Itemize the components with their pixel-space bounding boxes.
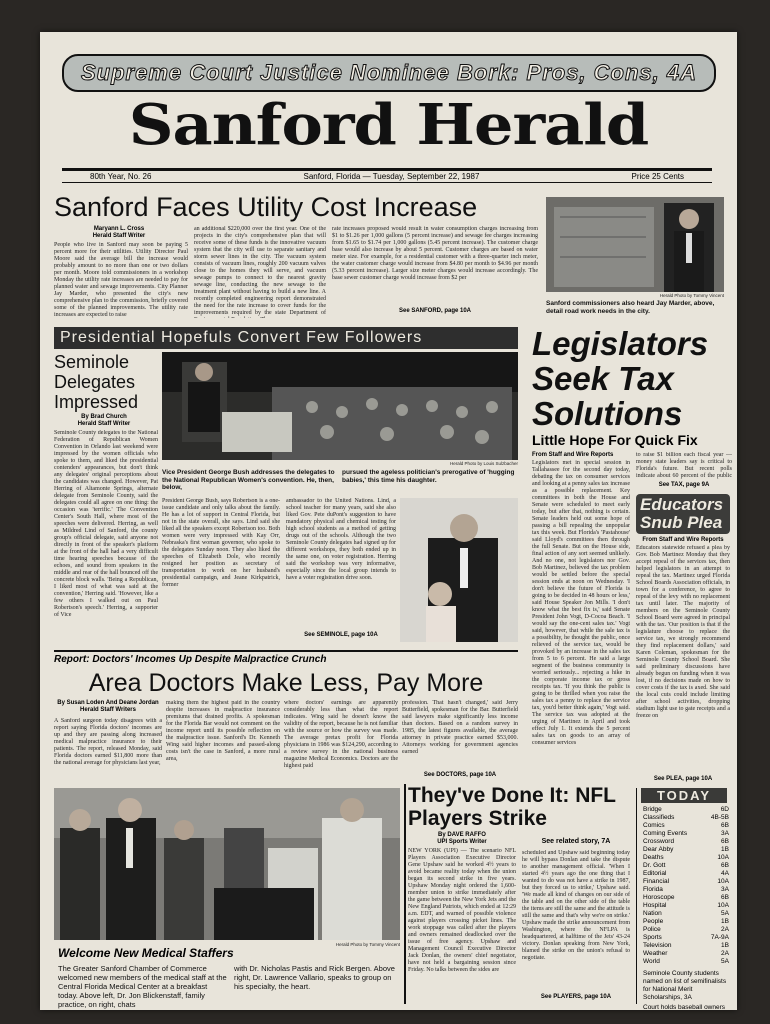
- today-index-list: [637, 803, 731, 966]
- index-label: Dear Abby: [643, 846, 674, 853]
- nfl-byline: [408, 832, 516, 846]
- index-label: Bridge: [643, 806, 662, 813]
- index-page: 1B: [721, 942, 729, 949]
- index-page: 5A: [721, 958, 729, 965]
- legislators-byline: From Staff and Wire Reports: [532, 452, 614, 458]
- index-row[interactable]: [643, 830, 729, 838]
- index-label: Deaths: [643, 854, 664, 861]
- malpractice-column-2: making them the highest paid in the country despite increases in malpractice insurance premiums that drained profits. A spokesman for the Florida Bar would not comment on the income report until its possible reflection on the malpractice issue. Sanford's Dr. Kenneth Wing said higher incomes and passed-along costs isn't the case in Sanford, a more rural area,: [166, 700, 280, 762]
- malpractice-kicker: Report: Doctors' Incomes Up Despite Malpractice Crunch: [54, 654, 327, 665]
- byline-name: By Brad Church: [81, 414, 127, 420]
- index-page: 3A: [721, 886, 729, 893]
- educators-headline[interactable]: Educators Snub Plea: [640, 495, 724, 532]
- index-page: 6B: [721, 822, 729, 829]
- index-page: 6B: [721, 838, 729, 845]
- index-label: Comics: [643, 822, 665, 829]
- index-row[interactable]: [643, 950, 729, 958]
- legislators-column-2: to raise $1 billion each fiscal year — money state leaders say is critical to Florida's future. But recent polls indicate about 60 percent of the public: [636, 452, 732, 479]
- index-label: Editorial: [643, 870, 667, 877]
- index-row[interactable]: [643, 918, 729, 926]
- legislators-subhead: Little Hope For Quick Fix: [532, 432, 698, 448]
- lead-byline: [54, 226, 184, 240]
- index-label: World: [643, 958, 660, 965]
- index-row[interactable]: [643, 886, 729, 894]
- legislators-column-1: Legislators met in special session in Tallahassee for the second day today, debating the tax on consumer services and looking at a penny sales tax increase as a possible replacement. Key committees in both the House and Senate were scheduled to meet early today, but after that, nothing is certain. Senate leaders held out some hope of passing a bill repealing the unpopular tax this week. But Florida's 'Pastahouse' said Lloyd's committees then through the full Senate. But on the House side, final action of any sort seemed unlikely. And no one, not legislators nor Gov. Bob Martinez, believed the tax problem would be settled before the special session ends at noon on Wednesday. 'I don't believe the future of Florida is going to be decided in 48 hours or less,' said House Speaker Jon Mills. 'I don't know what the best fix is,' said Senate President John Vogt, D-Cocoa Beach. 'I would say the one-cent sales tax.' Vogt said, however, that while the sale tax is a possibility, he thought the public, once relieved of the service tax, would be provoked by an increase in the sales tax from 5 to 6 percent. He said a large segment of the business community is worried seriously... rejecting a hike in the corporate income tax or gross receipts tax. 'If you think the public is going to be thrilled when you raise the sales tax a penny to replace the service tax, you'd better think again,' Vogt said. The service tax was adopted at the urging of Martinez in April and took effect July 1. It extends the 5 percent sales tax on goods to an array of consumer services: [532, 460, 630, 746]
- index-page: 6D: [720, 806, 729, 813]
- malpractice-column-3: where doctors' earnings are apparently considerably less than what the report indicates. Wing said he doesn't know the validity of the report, because he is not familiar with the source or how the survey was made. The average pretax profit for Florida physicians in 1986 was $124,290, according to a review survey in the national business magazine Medical Economics. Doctors are the highest paid: [284, 700, 398, 769]
- educators-headline-box: [636, 494, 730, 534]
- index-label: Television: [643, 942, 672, 949]
- players-jump-link[interactable]: See PLAYERS, page 10A: [540, 994, 612, 1000]
- index-row[interactable]: [643, 926, 729, 934]
- index-row[interactable]: [643, 958, 729, 966]
- byline-role: Herald Staff Writer: [92, 233, 146, 239]
- index-label: Crossword: [643, 838, 675, 845]
- index-page: 4A: [721, 870, 729, 877]
- nfl-related-link[interactable]: See related story, 7A: [541, 838, 611, 845]
- index-page: 10A: [717, 854, 729, 861]
- index-row[interactable]: [643, 894, 729, 902]
- seminole-column-1: Seminole County delegates to the National Federation of Republican Women Convention in Orlando last weekend were impressed by the women officials who spoke to them, and liked the presidential contenders' appearances, but don't think any delegates' original perceptions about the candidates was changed. However, Pat Herring of Altamonte Springs, alternate delegate from Seminole County, said the delegates could all agree on one thing: the occasion was 'terrific.' The Convention Center's South Hall, where most of the speeches were delivered. Herring, as well as Mildred Lind of Sanford, the county group's official delegate, said anyone not directly in front of the speaker's platform at the front of the hall had a very difficult time hearing speeches because of the echoes, and sound from speakers in the middle and rear of the hall bounced off the concrete block walls. 'Being a Republican, I liked most of what was said at the convention,' Herring said. 'However, like a few others I walked out on Paul Robertson's speech.' Herring, a supporter of Vice: [54, 430, 158, 618]
- index-label: Nation: [643, 910, 662, 917]
- index-page: 2A: [721, 926, 729, 933]
- index-row[interactable]: [643, 902, 729, 910]
- top-banner[interactable]: [62, 54, 716, 92]
- convention-photo-credit: Herald Photo by Louis Sulzbacher: [449, 461, 518, 466]
- seminole-column-3: ambassador to the United Nations. Lind, a school teacher for many years, said she also liked Gov. Pete duPont's suggestion to have mandatory physical and chemical testing for high school students as a method of getting drugs out of the schools. Although the two Seminole County delegates had signed up for different workshops, they both ended up in the same one, on voter registration. Herring said the workshop was very informative, especially since the local group intends to have a voter registration drive soon.: [286, 498, 396, 581]
- nfl-headline[interactable]: They've Done It: NFL Players Strike: [408, 784, 616, 830]
- index-page: 10A: [717, 878, 729, 885]
- educators-byline: From Staff and Wire Reports: [642, 537, 724, 543]
- malpractice-column-1: A Sanford surgeon today disagrees with a report saying Florida doctors' incomes are up and they are passing along increased medical malpractice insurance to their patients. The report, released Monday, said Florida doctors earned $11,800 more than the national average for physicians last year,: [54, 718, 162, 766]
- malpractice-headline[interactable]: Area Doctors Make Less, Pay More: [88, 669, 484, 697]
- malpractice-byline: [54, 700, 162, 714]
- medical-caption-2: with Dr. Nicholas Pastis and Rick Bergen. Above right, Dr. Lawrence Vallario, speaks to group on his specialty, the heart.: [234, 964, 395, 991]
- medical-photo-credit: Herald Photo by Tommy Vincent: [335, 942, 400, 947]
- lead-photo-caption: Sanford commissioners also heard Jay Marder, above, detail road work needs in the city.: [546, 300, 715, 315]
- index-page: 10A: [717, 902, 729, 909]
- index-label: Florida: [643, 886, 663, 893]
- index-label: Police: [643, 926, 661, 933]
- bush-baby-photo: [400, 498, 518, 642]
- dateline-text: Sanford, Florida — Tuesday, September 22, 1987: [303, 172, 480, 181]
- today-note-2: Court holds baseball owners: [643, 1004, 726, 1010]
- doctors-jump-link[interactable]: See DOCTORS, page 10A: [423, 772, 497, 778]
- dateline-bar: [62, 168, 712, 183]
- byline-role: Herald Staff Writer: [77, 421, 131, 427]
- lead-column-3: rate increases proposed would result in water consumption charges increasing from $1 to $1.26 per 1,000 gallons (5 percent increase) and sewage fee charges increasing from $1.65 to $1.74 per 1,000 gallons (5.45 percent increase). The customer charge base would also increase by about 5 percent. Customer charges are based on water meter size. For example, for a residential customer with a three-quarter inch meter, the water customer charge would increase from $4.80 per month to $4.96 per month (5.33 percent increase). Larger size meter charges would increase accordingly. The base sewer customer charge would increase from $2 per: [332, 226, 538, 281]
- tax-jump-link[interactable]: See TAX, page 9A: [658, 482, 710, 488]
- index-page: 6B: [721, 894, 729, 901]
- index-label: Financial: [643, 878, 670, 885]
- byline-name: Maryann L. Cross: [93, 226, 145, 232]
- lead-photo: [546, 197, 724, 292]
- malpractice-column-4: profession. That hasn't changed,' said Jerry Butterfield, spokesman for the Bar. Butterfield said lawyers make significantly less income than doctors. Based on a random survey in 1985, the latest figures available, the average attorney in private practice earned $53,000. Attorneys working for government agencies earned: [402, 700, 518, 755]
- medical-headline[interactable]: Welcome New Medical Staffers: [58, 946, 234, 960]
- seminole-byline: [54, 414, 154, 428]
- byline-role: UPI Sports Writer: [437, 839, 487, 845]
- lead-jump-link[interactable]: See SANFORD, page 10A: [398, 308, 472, 314]
- baby-photo-image: [400, 498, 518, 642]
- index-page: 7A-9A: [710, 934, 729, 941]
- volume-number: 80th Year, No. 26: [90, 172, 152, 181]
- byline-role: Herald Staff Writers: [80, 707, 136, 713]
- nfl-column-1: NEW YORK (UPI) — The scenario NFL Players Association Executive Director Gene Upshaw said he worked 4½ years to avoid became reality today when the union began its second strike in five years. Upshaw Monday night ordered the 1,600-member union to strike immediately after the game between the New York Jets and the New England Patriots, which ended at 12:29 a.m. EDT, and warned of possible violence against players crossing picket lines. The work stoppage was called after the players and owners remained deadlocked over the issue of free agency. Upshaw and Management Council Executive Director Jack Donlan, the owners' chief negotiator, have not held a bargaining session since Friday. No talks between the sides are: [408, 848, 516, 973]
- index-row[interactable]: [643, 870, 729, 878]
- index-label: Horoscope: [643, 894, 675, 901]
- index-label: Sports: [643, 934, 662, 941]
- index-page: 1B: [721, 918, 729, 925]
- medical-staff-photo: [54, 788, 400, 940]
- index-row[interactable]: [643, 838, 729, 846]
- educators-body: Educators statewide refused a plea by Gov. Bob Martinez Monday that they accept repeal of the services tax, then helped legislators in an attempt to repeal the tax. Martinez urged Florida School Boards Association officials, in town for a conference, to agree to repeal of the levy with no replacement tax until later. The majority of members on the Seminole County School Board were agreed in principal with the tax. 'Our position is that if the legislature choose to replace the service tax, we strongly recommend they find replacement dollars,' said Karen Coleman, spokesman for the Seminole County School Board. She said preliminary discussions have already begun on funding when it was lost, if no decisions made on how to cover costs if the tax is axed. She said the local cuts could include limiting after school activities, dropping stadium light use to gate receipts and a freeze on: [636, 545, 730, 719]
- today-index-box: [636, 788, 731, 1010]
- index-row[interactable]: [643, 806, 729, 814]
- index-row[interactable]: [643, 942, 729, 950]
- index-page: 4B-5B: [710, 814, 729, 821]
- index-page: 6B: [721, 862, 729, 869]
- convention-photo-image: [162, 352, 518, 460]
- index-row[interactable]: [643, 910, 729, 918]
- nfl-column-2: scheduled and Upshaw said beginning today he will bypass Donlan and take the dispute to another management official. 'When I started 4½ years ago the one thing that I wanted to do was not have a strike in 1987, but they forced us to strike,' Upshaw said. 'We made all kind of changes on our side of the table and on the other side of the table the items are still the same and the attitude is still the same and that's why we're on strike.' Upshaw made the strike announcement from Washington, where the NFLPA is headquartered, at halftime of the Jets' 43-24 victory. Donlan speaking from New York, blamed the strike on the union's refusal to negotiate.: [522, 850, 630, 961]
- index-label: People: [643, 918, 664, 925]
- seminole-jump-link[interactable]: See SEMINOLE, page 10A: [304, 632, 378, 638]
- index-row[interactable]: [643, 822, 729, 830]
- today-title: TODAY: [641, 788, 727, 803]
- index-label: Dr. Gott: [643, 862, 666, 869]
- legislators-headline[interactable]: Legislators Seek Tax Solutions: [532, 325, 709, 432]
- index-row[interactable]: [643, 878, 729, 886]
- index-page: 2A: [721, 950, 729, 957]
- section-rule: [54, 650, 518, 652]
- index-row[interactable]: [643, 934, 729, 942]
- index-label: Classifieds: [643, 814, 675, 821]
- index-row[interactable]: [643, 862, 729, 870]
- column-rule: [404, 784, 406, 1004]
- lead-column-1: People who live in Sanford may soon be paying 5 percent more for their utilities. Utility Director Paul Moore said the average bill the increase would probably amount to no more than one or two dollars per month. Moore told commissioners in a workshop Monday the utility rate increases are needed to pay for planned water and sewage improvements. City Planner Jay Marder, who presented the city's new comprehensive plan to the commission, briefly covered some of the planned improvements. The utility rate increases are expected to raise: [54, 242, 188, 318]
- medical-caption-1: The Greater Sanford Chamber of Commerce welcomed new members of the medical staff at the Central Florida Medical Center at a breakfast today. Above left, Dr. Jon Blickenstaff, family practice, on right, chats: [58, 964, 227, 1009]
- index-page: 5A: [721, 910, 729, 917]
- column-rule: [526, 327, 530, 647]
- bush-convention-photo: [162, 352, 518, 460]
- medical-photo-image: [54, 788, 400, 940]
- index-row[interactable]: [643, 854, 729, 862]
- seminole-headline[interactable]: Seminole Delegates Impressed: [54, 352, 139, 412]
- index-label: Weather: [643, 950, 668, 957]
- banner-text: Supreme Court Justice Nominee Bork: Pros, Cons, 4A: [80, 60, 698, 85]
- index-row[interactable]: [643, 846, 729, 854]
- convention-caption-left: Vice President George Bush addresses the delegates to the National Republican Women's convention. He, then, below,: [162, 469, 335, 491]
- plea-jump-link[interactable]: See PLEA, page 10A: [653, 776, 713, 782]
- index-row[interactable]: [643, 814, 729, 822]
- presidential-section-bar[interactable]: Presidential Hopefuls Convert Few Followers: [54, 327, 518, 349]
- convention-caption-right: pursued the ageless politician's prerogative of 'hugging babies,' this time his daughter.: [342, 469, 515, 484]
- lead-headline[interactable]: Sanford Faces Utility Cost Increase: [54, 192, 478, 222]
- price-text: Price 25 Cents: [631, 172, 684, 181]
- byline-name: By Susan Loden And Deane Jordan: [57, 700, 159, 706]
- lead-column-2: an additional $220,000 over the first year. One of the projects in the city's comprehensive plan that will receive some of these funds is the innovative vacuum system that the city will use to separate sanitary and storm sewer lines in the city. The vacuum system consists of vacuum lines, roughly 200 vacuum valves close to the homes they will serve, and vacuum sewage pumps to connect to the nearest gravity sewage line, conducting the new sewage to the treatment plant without having to build a new line. A recently completed engineering report demonstrated the need for the rate increase to cover funds for the improvements required by the state Department of: [194, 226, 326, 316]
- masthead-title: Sanford Herald: [128, 91, 649, 158]
- index-page: 3A: [721, 830, 729, 837]
- index-page: 1B: [721, 846, 729, 853]
- lead-photo-image: [546, 197, 724, 292]
- index-label: Hospital: [643, 902, 667, 909]
- newspaper-page: [40, 32, 737, 1010]
- byline-name: By DAVE RAFFO: [438, 832, 486, 838]
- index-label: Coming Events: [643, 830, 688, 837]
- lead-photo-credit: Herald Photo by Tommy Vincent: [659, 293, 724, 298]
- today-note-1: Seminole County students named on list of semifinalists for National Merit Scholarships, 3A: [643, 970, 727, 1001]
- seminole-column-2: President George Bush, says Robertson is a one-issue candidate and only talks about the family. He has a lot of support in Central Florida, but not in the state overall, she says. Lind said she liked all the speakers except Robertson too. Both women were very impressed with Kay Orr, Nebraska's first woman governor, who spoke to the delegates Sunday noon. They also liked the speeches of Elizabeth Dole, who recently resigned her position as secretary of transportation to work on her husband's presidential campaign, and Jeane Kirkpatrick, former: [162, 498, 280, 588]
